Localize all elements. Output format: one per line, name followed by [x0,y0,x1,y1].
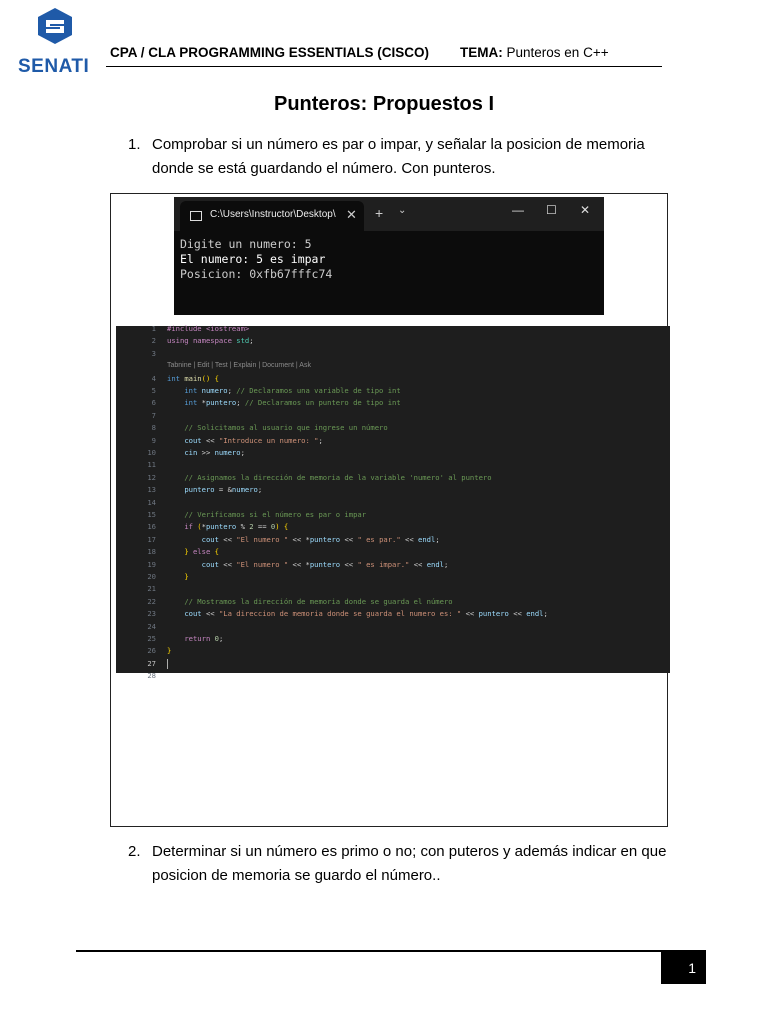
line-number: 2 [151,336,156,346]
code-text: if (*puntero % 2 == 0) { [184,522,289,532]
line-number: 7 [151,410,156,420]
codelens-bar[interactable] [116,360,670,372]
line-number: 6 [151,398,156,408]
line-number: 19 [147,559,156,569]
terminal-window [174,197,604,315]
terminal-line: El numero: 5 es impar [180,252,326,266]
line-number: 11 [147,460,156,470]
code-line [116,571,670,583]
code-line [116,596,670,608]
code-text: int *puntero; // Declaramos un puntero de tipo int [184,398,401,408]
code-text: // Solicitamos al usuario que ingrese un número [184,423,388,433]
code-text: cout << "Introduce un numero: "; [184,435,323,445]
line-number: 1 [151,324,156,333]
codelens-text[interactable]: Tabnine | Edit | Test | Explain | Document | Ask [167,362,311,370]
senati-logo-icon [34,6,76,46]
code-line [116,645,670,657]
exercise-text: Comprobar si un número es par o impar, y señalar la posicion de memoria donde se está guardando el número. Con punteros. [152,136,645,177]
code-line [116,348,670,360]
line-number: 14 [147,497,156,507]
line-number: 4 [151,373,156,383]
line-number: 20 [147,572,156,581]
code-line [116,608,670,620]
topic [460,45,609,60]
line-number: 22 [147,596,156,606]
code-editor [116,324,670,681]
senati-logo [18,6,92,77]
code-line [116,472,670,484]
logo-text: SENATI [18,56,90,77]
line-number: 5 [151,386,156,395]
minimize-icon[interactable]: — [512,203,524,217]
code-line [116,534,670,546]
line-number: 24 [147,621,156,631]
code-line [116,410,670,422]
code-line [116,335,670,347]
code-text: #include <iostream> [167,324,250,333]
line-number: 26 [147,646,156,656]
code-line [116,484,670,496]
code-text: // Mostramos la dirección de memoria donde se guarda el número [184,596,453,606]
code-text: // Asignamos la dirección de memoria de la variable 'numero' al puntero [184,472,492,482]
code-line [116,559,670,571]
code-text: cout << "La direccion de memoria donde se guarda el numero es: " << puntero << endl; [184,609,548,619]
new-tab-icon[interactable]: + [375,205,384,221]
code-line [116,323,670,335]
chevron-down-icon[interactable]: ⌄ [398,205,407,216]
code-text: cout << "El numero " << *puntero << " es par." << endl; [201,534,440,544]
footer-rule [76,950,706,952]
exercise-number: 1. [128,136,141,153]
line-number: 12 [147,472,156,482]
line-number: 13 [147,485,156,495]
close-window-icon[interactable]: ✕ [580,203,591,217]
terminal-icon [190,211,202,221]
line-number: 17 [147,534,156,544]
code-text: puntero = &numero; [184,485,263,495]
line-number: 16 [147,522,156,532]
close-tab-icon[interactable]: ✕ [346,207,357,222]
terminal-line: Posicion: 0xfb67fffc74 [180,267,333,281]
terminal-tab-title: C:\Users\Instructor\Desktop\ [210,209,336,220]
line-number: 8 [151,423,156,433]
code-line [116,422,670,434]
line-number: 3 [151,348,156,358]
code-text [167,658,168,670]
code-text: } else { [184,547,219,557]
code-text: // Verificamos si el número es par o impar [184,510,367,519]
exercise-text: Determinar si un número es primo o no; con puteros y además indicar en que posicion de memoria se guardo el número.. [152,843,667,884]
code-text: int numero; // Declaramos una variable de tipo int [184,386,401,395]
code-text: cout << "El numero " << *puntero << " es impar." << endl; [201,559,449,569]
code-line [116,633,670,645]
terminal-tab[interactable] [180,201,364,231]
maximize-icon[interactable]: ☐ [546,203,557,217]
text-cursor [167,659,168,669]
code-line [116,373,670,385]
code-line [116,447,670,459]
code-line [116,509,670,521]
exercise-number: 2. [128,843,141,860]
header-rule [106,66,662,67]
code-text: } [184,572,189,581]
course-title: CPA / CLA PROGRAMMING ESSENTIALS (CISCO) [110,45,430,60]
code-line [116,621,670,633]
document-title: Punteros: Propuestos I [273,93,495,115]
terminal-line: Digite un numero: 5 [180,237,312,251]
terminal-titlebar [174,197,604,231]
topic-value: Punteros en C++ [506,45,609,60]
line-number: 10 [147,448,156,457]
code-line [116,546,670,558]
code-line [116,583,670,595]
code-line [116,459,670,471]
code-text: } [167,646,172,656]
code-text: return 0; [184,634,224,643]
line-number: 21 [147,584,156,594]
line-number: 15 [147,510,156,519]
code-text: cin >> numero; [184,448,245,457]
line-number: 25 [147,634,156,643]
code-line [116,385,670,397]
code-line [116,658,670,670]
code-text: using namespace std; [167,336,254,346]
code-text: int main() { [167,373,219,383]
line-number: 27 [147,658,156,668]
code-line [116,497,670,509]
line-number: 28 [147,671,156,681]
topic-label: TEMA: [460,45,503,60]
code-line [116,435,670,447]
page-number: 1 [661,952,706,984]
code-line [116,397,670,409]
code-line [116,521,670,533]
code-line [116,670,670,682]
line-number: 9 [151,435,156,445]
line-number: 18 [147,547,156,557]
line-number: 23 [147,609,156,619]
terminal-output [180,237,332,282]
